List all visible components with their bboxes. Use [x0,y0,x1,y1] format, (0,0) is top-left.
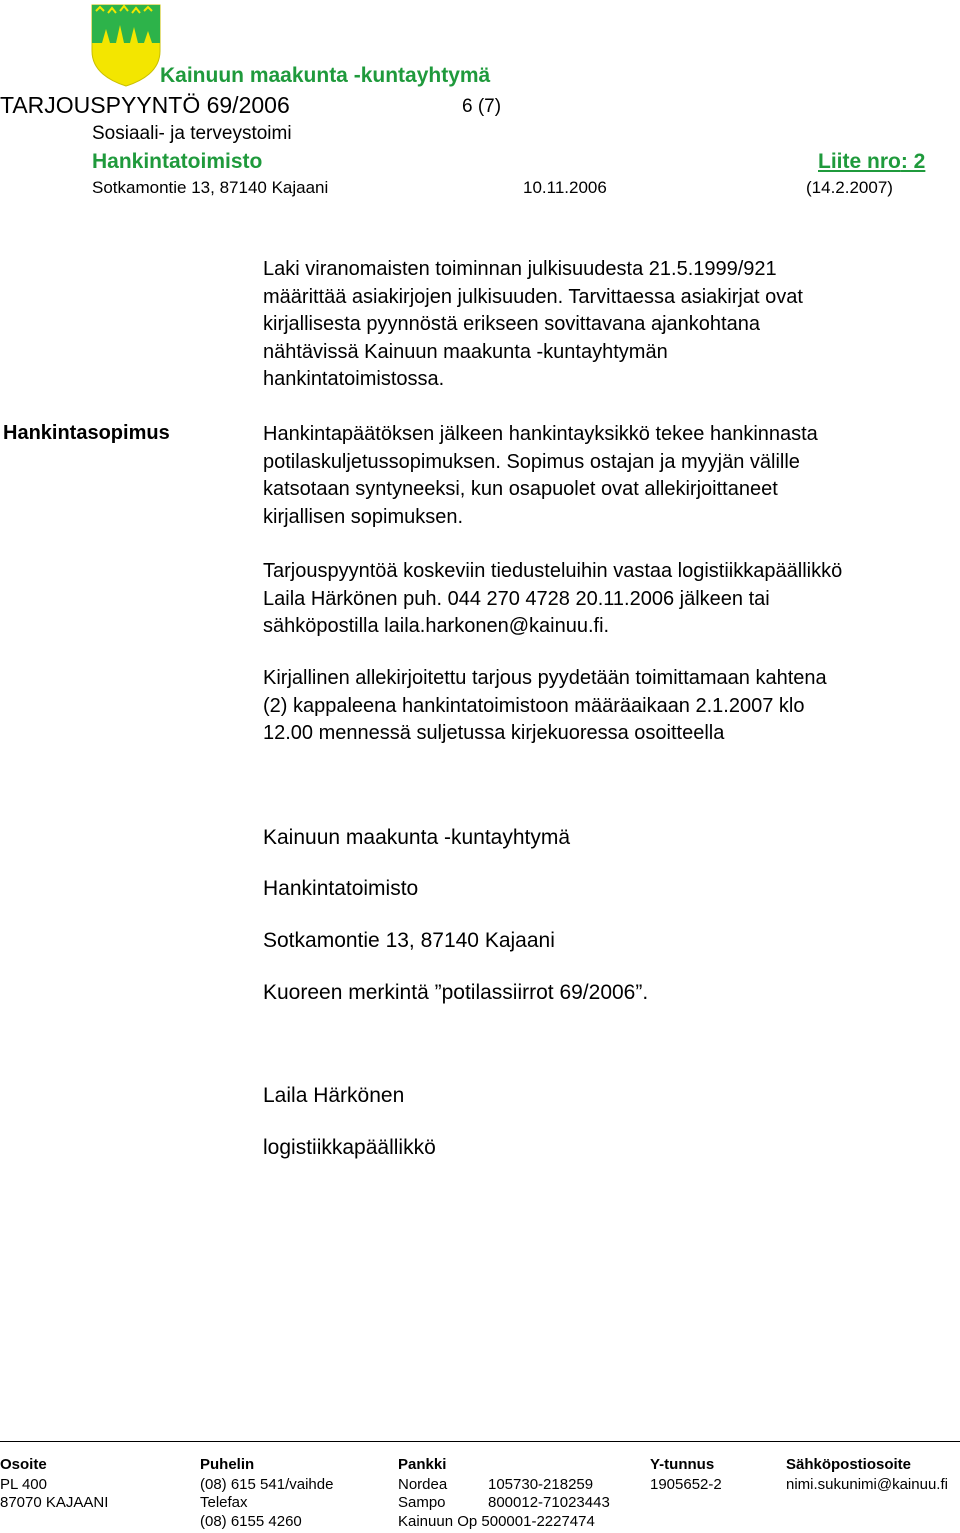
text-line: määrittää asiakirjojen julkisuuden. Tarvittaessa asiakirjat ovat [263,285,803,308]
footer-phone-line: (08) 615 541/vaihde [200,1476,334,1493]
paragraph-inquiries [263,558,960,641]
unit-name: Hankintatoimisto [92,150,263,173]
text-line: sähköpostilla laila.harkonen@kainuu.fi. [263,615,610,638]
signature-name: Laila Härkönen [263,1084,405,1107]
paragraph-publicity [263,256,960,394]
footer-bank-name: Sampo [398,1494,446,1511]
text-line: 12.00 mennessä suljetussa kirjekuoressa osoitteella [263,722,725,745]
header-date: 10.11.2006 [523,178,607,197]
footer-address-line: PL 400 [0,1476,47,1493]
text-line: Kirjallinen allekirjoitettu tarjous pyydetään toimittamaan kahtena [263,667,827,689]
text-line: Tarjouspyyntöä koskeviin tiedusteluihin vastaa logistiikkapäällikkö [263,560,843,582]
text-line: potilaskuljetussopimuksen. Sopimus ostajan ja myyjän välille [263,450,800,473]
footer-phone-header: Puhelin [200,1456,255,1473]
envelope-marking: Kuoreen merkintä ”potilassiirrot 69/2006”. [263,981,649,1004]
header-revised-date: (14.2.2007) [806,178,893,197]
text-line: Laila Härkönen puh. 044 270 4728 20.11.2006 jälkeen tai [263,587,770,610]
footer-divider [0,1441,960,1442]
footer-phone-line: Telefax [200,1494,248,1511]
footer-address-line: 87070 KAJAANI [0,1494,109,1511]
text-line: nähtävissä Kainuun maakunta -kuntayhtymän [263,340,668,363]
footer-address-header: Osoite [0,1456,47,1473]
organization-name: Kainuun maakunta -kuntayhtymä [160,64,491,87]
footer-bank-account: 800012-71023443 [488,1494,610,1511]
footer-email-header: Sähköpostiosoite [786,1456,912,1473]
mailing-org: Kainuun maakunta -kuntayhtymä [263,826,571,849]
footer-bank-account: 105730-218259 [488,1476,594,1493]
mailing-street: Sotkamontie 13, 87140 Kajaani [263,929,555,952]
appendix-number: : 2 [900,150,926,173]
footer-bank-header: Pankki [398,1456,447,1473]
text-line: hankintatoimistossa. [263,368,445,391]
header-address: Sotkamontie 13, 87140 Kajaani [92,178,329,197]
text-line: katsotaan syntyneeksi, kun osapuolet ovat allekirjoittaneet [263,478,778,501]
text-line: Laki viranomaisten toiminnan julkisuudesta 21.5.1999/921 [263,258,777,280]
appendix-label [818,150,925,174]
document-id: TARJOUSPYYNTÖ 69/2006 [0,92,290,118]
paragraph-submission [263,665,960,748]
paragraph-contract [263,421,960,531]
text-line: kirjallisen sopimuksen. [263,505,464,528]
kainuu-coat-of-arms-icon [90,3,162,87]
signature-title: logistiikkapäällikkö [263,1136,436,1159]
section-label: Hankintasopimus [3,422,170,444]
footer-ytunnus-header: Y-tunnus [650,1456,715,1473]
footer-bank-name: Nordea [398,1476,448,1493]
footer-bank-line: Kainuun Op 500001-2227474 [398,1513,595,1530]
appendix-label-text: Liite nro [818,150,901,173]
footer-ytunnus: 1905652-2 [650,1476,722,1493]
text-line: Hankintapäätöksen jälkeen hankintayksikkö tekee hankinnasta [263,423,818,445]
page-number: 6 (7) [462,96,502,117]
footer-phone-line: (08) 6155 4260 [200,1513,302,1530]
mailing-unit: Hankintatoimisto [263,877,419,900]
footer-email: nimi.sukunimi@kainuu.fi [786,1476,948,1493]
department: Sosiaali- ja terveystoimi [92,123,292,144]
text-line: (2) kappaleena hankintatoimistoon määräaikaan 2.1.2007 klo [263,694,805,717]
text-line: kirjallisesta pyynnöstä erikseen sovittavana ajankohtana [263,313,760,336]
